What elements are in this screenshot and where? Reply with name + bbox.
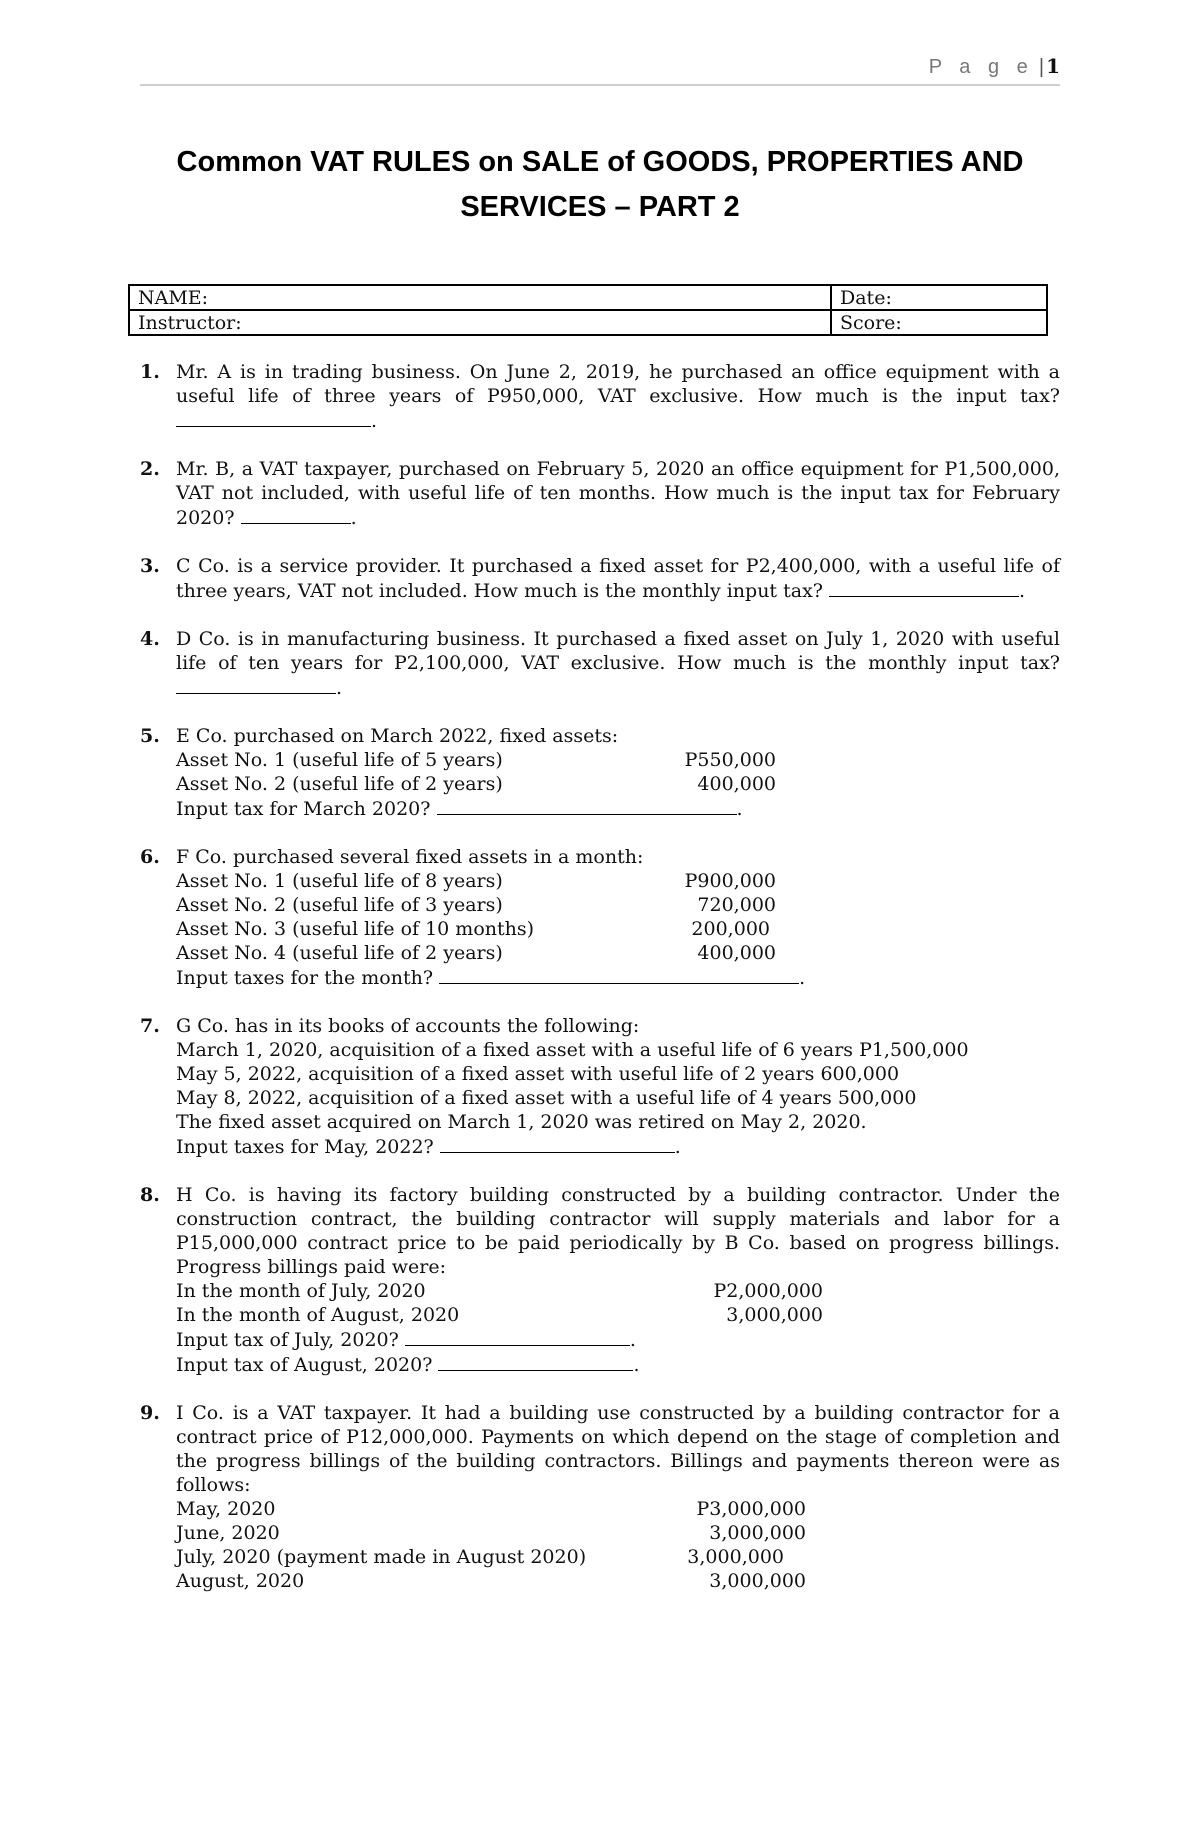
asset-row — [176, 941, 1060, 965]
question-number: 8. — [140, 1184, 160, 1206]
asset-label: Asset No. 4 (useful life of 2 years) — [176, 942, 503, 964]
question-5: 5. E Co. purchased on March 2022, fixed assets: Asset No. 1 (useful life of 5 years) P550,000 Asset No. 2 (useful life of 2 years) 400,000 Input tax for March 2020? . — [120, 724, 1060, 821]
asset-row — [176, 917, 1060, 941]
question-4: 4. D Co. is in manufacturing business. It purchased a fixed asset on July 1, 2020 with useful life of ten years for P2,100,000, VAT exclusive. How much is the monthly input tax? . — [140, 628, 1060, 699]
payment-label: May, 2020 — [176, 1498, 276, 1520]
billing-label: In the month of August, 2020 — [176, 1304, 460, 1326]
billing-row — [176, 1303, 1060, 1327]
question-number: 3. — [140, 555, 160, 577]
page-separator: | — [1038, 56, 1045, 78]
asset-amount: 200,000 — [691, 918, 770, 940]
instructor-field[interactable]: Instructor: — [129, 310, 831, 335]
payment-row — [176, 1521, 1060, 1545]
asset-row — [176, 748, 1060, 772]
document-title — [120, 140, 1080, 230]
name-field[interactable]: NAME: — [129, 285, 831, 310]
question-prompt: Input taxes for May, 2022? — [176, 1136, 434, 1158]
answer-blank[interactable] — [241, 505, 351, 524]
page-label: P a g e — [928, 56, 1034, 78]
question-list — [120, 360, 1060, 1617]
payment-label: June, 2020 — [176, 1522, 280, 1544]
payment-row — [176, 1569, 1060, 1593]
asset-row — [176, 772, 1060, 796]
answer-blank[interactable] — [176, 408, 371, 427]
question-6: 6. F Co. purchased several fixed assets in a month: Asset No. 1 (useful life of 8 years) P900,000 Asset No. 2 (useful life of 3 years) 720,000 Asset No. 3 (useful life of 10 months) 200,000 Asset No. 4 (useful life of 2 years) 400,000 Input taxes for the month? . — [120, 845, 1060, 990]
question-intro: F Co. purchased several fixed assets in a month: — [176, 846, 644, 868]
billing-amount: 3,000,000 — [726, 1304, 823, 1326]
question-text: Mr. B, a VAT taxpayer, purchased on February 5, 2020 an office equipment for P1,500,000, VAT not included, with useful life of ten months. How much is the input tax for February 2020? — [176, 458, 1060, 529]
question-prompt: Input tax of July, 2020? — [176, 1329, 399, 1351]
question-2: 2. Mr. B, a VAT taxpayer, purchased on February 5, 2020 an office equipment for P1,500,000, VAT not included, with useful life of ten months. How much is the input tax for February 2020? . — [140, 458, 1060, 529]
question-intro: G Co. has in its books of accounts the following: — [176, 1015, 640, 1037]
page-number: 1 — [1046, 54, 1060, 78]
question-prompt: Input tax of August, 2020? — [176, 1354, 433, 1376]
title-line-2: SERVICES – PART 2 — [460, 191, 740, 223]
answer-blank[interactable] — [405, 1327, 630, 1346]
question-intro: E Co. purchased on March 2022, fixed assets: — [176, 725, 619, 747]
date-field[interactable]: Date: — [831, 285, 1047, 310]
payment-amount: 3,000,000 — [709, 1570, 806, 1592]
billing-row — [176, 1279, 1060, 1303]
question-number: 1. — [140, 361, 160, 383]
answer-blank[interactable] — [439, 965, 799, 984]
question-number: 7. — [140, 1015, 160, 1037]
billing-label: In the month of July, 2020 — [176, 1280, 426, 1302]
question-text: C Co. is a service provider. It purchased a fixed asset for P2,400,000, with a useful life of three years, VAT not included. How much is the monthly input tax? — [176, 555, 1060, 602]
asset-label: Asset No. 2 (useful life of 3 years) — [176, 894, 503, 916]
payment-label: August, 2020 — [176, 1570, 305, 1592]
ledger-line: The fixed asset acquired on March 1, 2020 was retired on May 2, 2020. — [176, 1111, 867, 1133]
billing-amount: P2,000,000 — [713, 1280, 823, 1302]
question-3: 3. C Co. is a service provider. It purchased a fixed asset for P2,400,000, with a useful life of three years, VAT not included. How much is the monthly input tax? . — [140, 555, 1060, 602]
question-1: 1. Mr. A is in trading business. On June 2, 2019, he purchased an office equipment with a useful life of three years of P950,000, VAT exclusive. How much is the input tax? . — [140, 361, 1060, 432]
question-9 — [120, 1401, 1060, 1593]
question-prompt: Input tax for March 2020? — [176, 798, 431, 820]
question-number: 4. — [140, 628, 160, 650]
question-number: 5. — [140, 725, 160, 747]
answer-blank[interactable] — [438, 1352, 633, 1371]
payment-amount: 3,000,000 — [687, 1546, 784, 1568]
question-number: 6. — [140, 846, 160, 868]
ledger-line: May 8, 2022, acquisition of a fixed asset with a useful life of 4 years 500,000 — [176, 1087, 917, 1109]
asset-amount: P550,000 — [684, 749, 776, 771]
score-field[interactable]: Score: — [831, 310, 1047, 335]
asset-label: Asset No. 1 (useful life of 5 years) — [176, 749, 503, 771]
asset-label: Asset No. 2 (useful life of 2 years) — [176, 773, 503, 795]
answer-blank[interactable] — [176, 675, 336, 694]
payment-label: July, 2020 (payment made in August 2020) — [176, 1546, 587, 1568]
payment-amount: 3,000,000 — [709, 1522, 806, 1544]
student-info-table — [128, 284, 1048, 336]
ledger-line: May 5, 2022, acquisition of a fixed asset with useful life of 2 years 600,000 — [176, 1063, 900, 1085]
asset-amount: P900,000 — [684, 870, 776, 892]
question-number: 9. — [140, 1402, 160, 1424]
title-line-1: Common VAT RULES on SALE of GOODS, PROPERTIES AND — [176, 146, 1024, 178]
answer-blank[interactable] — [829, 578, 1019, 597]
asset-label: Asset No. 3 (useful life of 10 months) — [176, 918, 535, 940]
payment-row — [176, 1497, 1060, 1521]
asset-amount: 720,000 — [697, 894, 776, 916]
question-text: D Co. is in manufacturing business. It purchased a fixed asset on July 1, 2020 with useful life of ten years for P2,100,000, VAT exclusive. How much is the monthly input tax? — [176, 628, 1060, 674]
answer-blank[interactable] — [437, 796, 737, 815]
payment-row — [176, 1545, 1060, 1569]
asset-row — [176, 869, 1060, 893]
ledger-line: March 1, 2020, acquisition of a fixed asset with a useful life of 6 years P1,500,000 — [176, 1039, 969, 1061]
question-prompt: Input taxes for the month? — [176, 967, 434, 989]
asset-label: Asset No. 1 (useful life of 8 years) — [176, 870, 503, 892]
question-text: Mr. A is in trading business. On June 2, 2019, he purchased an office equipment with a useful life of three years of P950,000, VAT exclusive. How much is the input tax? — [176, 361, 1060, 407]
question-text: H Co. is having its factory building constructed by a building contractor. Under the construction contract, the building contractor will supply materials and labor for a P15,000,000 contract price to be paid periodically by B Co. based on progress billings. Progress billings paid were: — [176, 1184, 1060, 1278]
question-7: 7. G Co. has in its books of accounts the following: March 1, 2020, acquisition of a fixed asset with a useful life of 6 years P1,500,000 May 5, 2022, acquisition of a fixed asset with useful life of 2 years 600,000 May 8, 2022, acquisition of a fixed asset with a useful life of 4 years 500,000 The fixed asset acquired on March 1, 2020 was retired on May 2, 2020. Input taxes for May, 2022? . — [120, 1014, 1060, 1159]
question-text: I Co. is a VAT taxpayer. It had a building use constructed by a building contractor for a contract price of P12,000,000. Payments on which depend on the stage of completion and the progress billings of the building contractors. Billings and payments thereon were as follows: — [176, 1402, 1060, 1496]
question-number: 2. — [140, 458, 160, 480]
page-header — [140, 54, 1060, 86]
asset-amount: 400,000 — [697, 942, 776, 964]
payment-amount: P3,000,000 — [696, 1498, 806, 1520]
answer-blank[interactable] — [440, 1134, 675, 1153]
question-8: 8. H Co. is having its factory building constructed by a building contractor. Under the construction contract, the building contractor will supply materials and labor for a P15,000,000 contract price to be paid periodically by B Co. based on progress billings. Progress billings paid were: In the month of July, 2020 P2,000,000 In the month of August, 2020 3,000,000 Input tax of July, 2020? . Input tax of August, 2020? . — [140, 1184, 1060, 1376]
asset-row — [176, 893, 1060, 917]
asset-amount: 400,000 — [697, 773, 776, 795]
